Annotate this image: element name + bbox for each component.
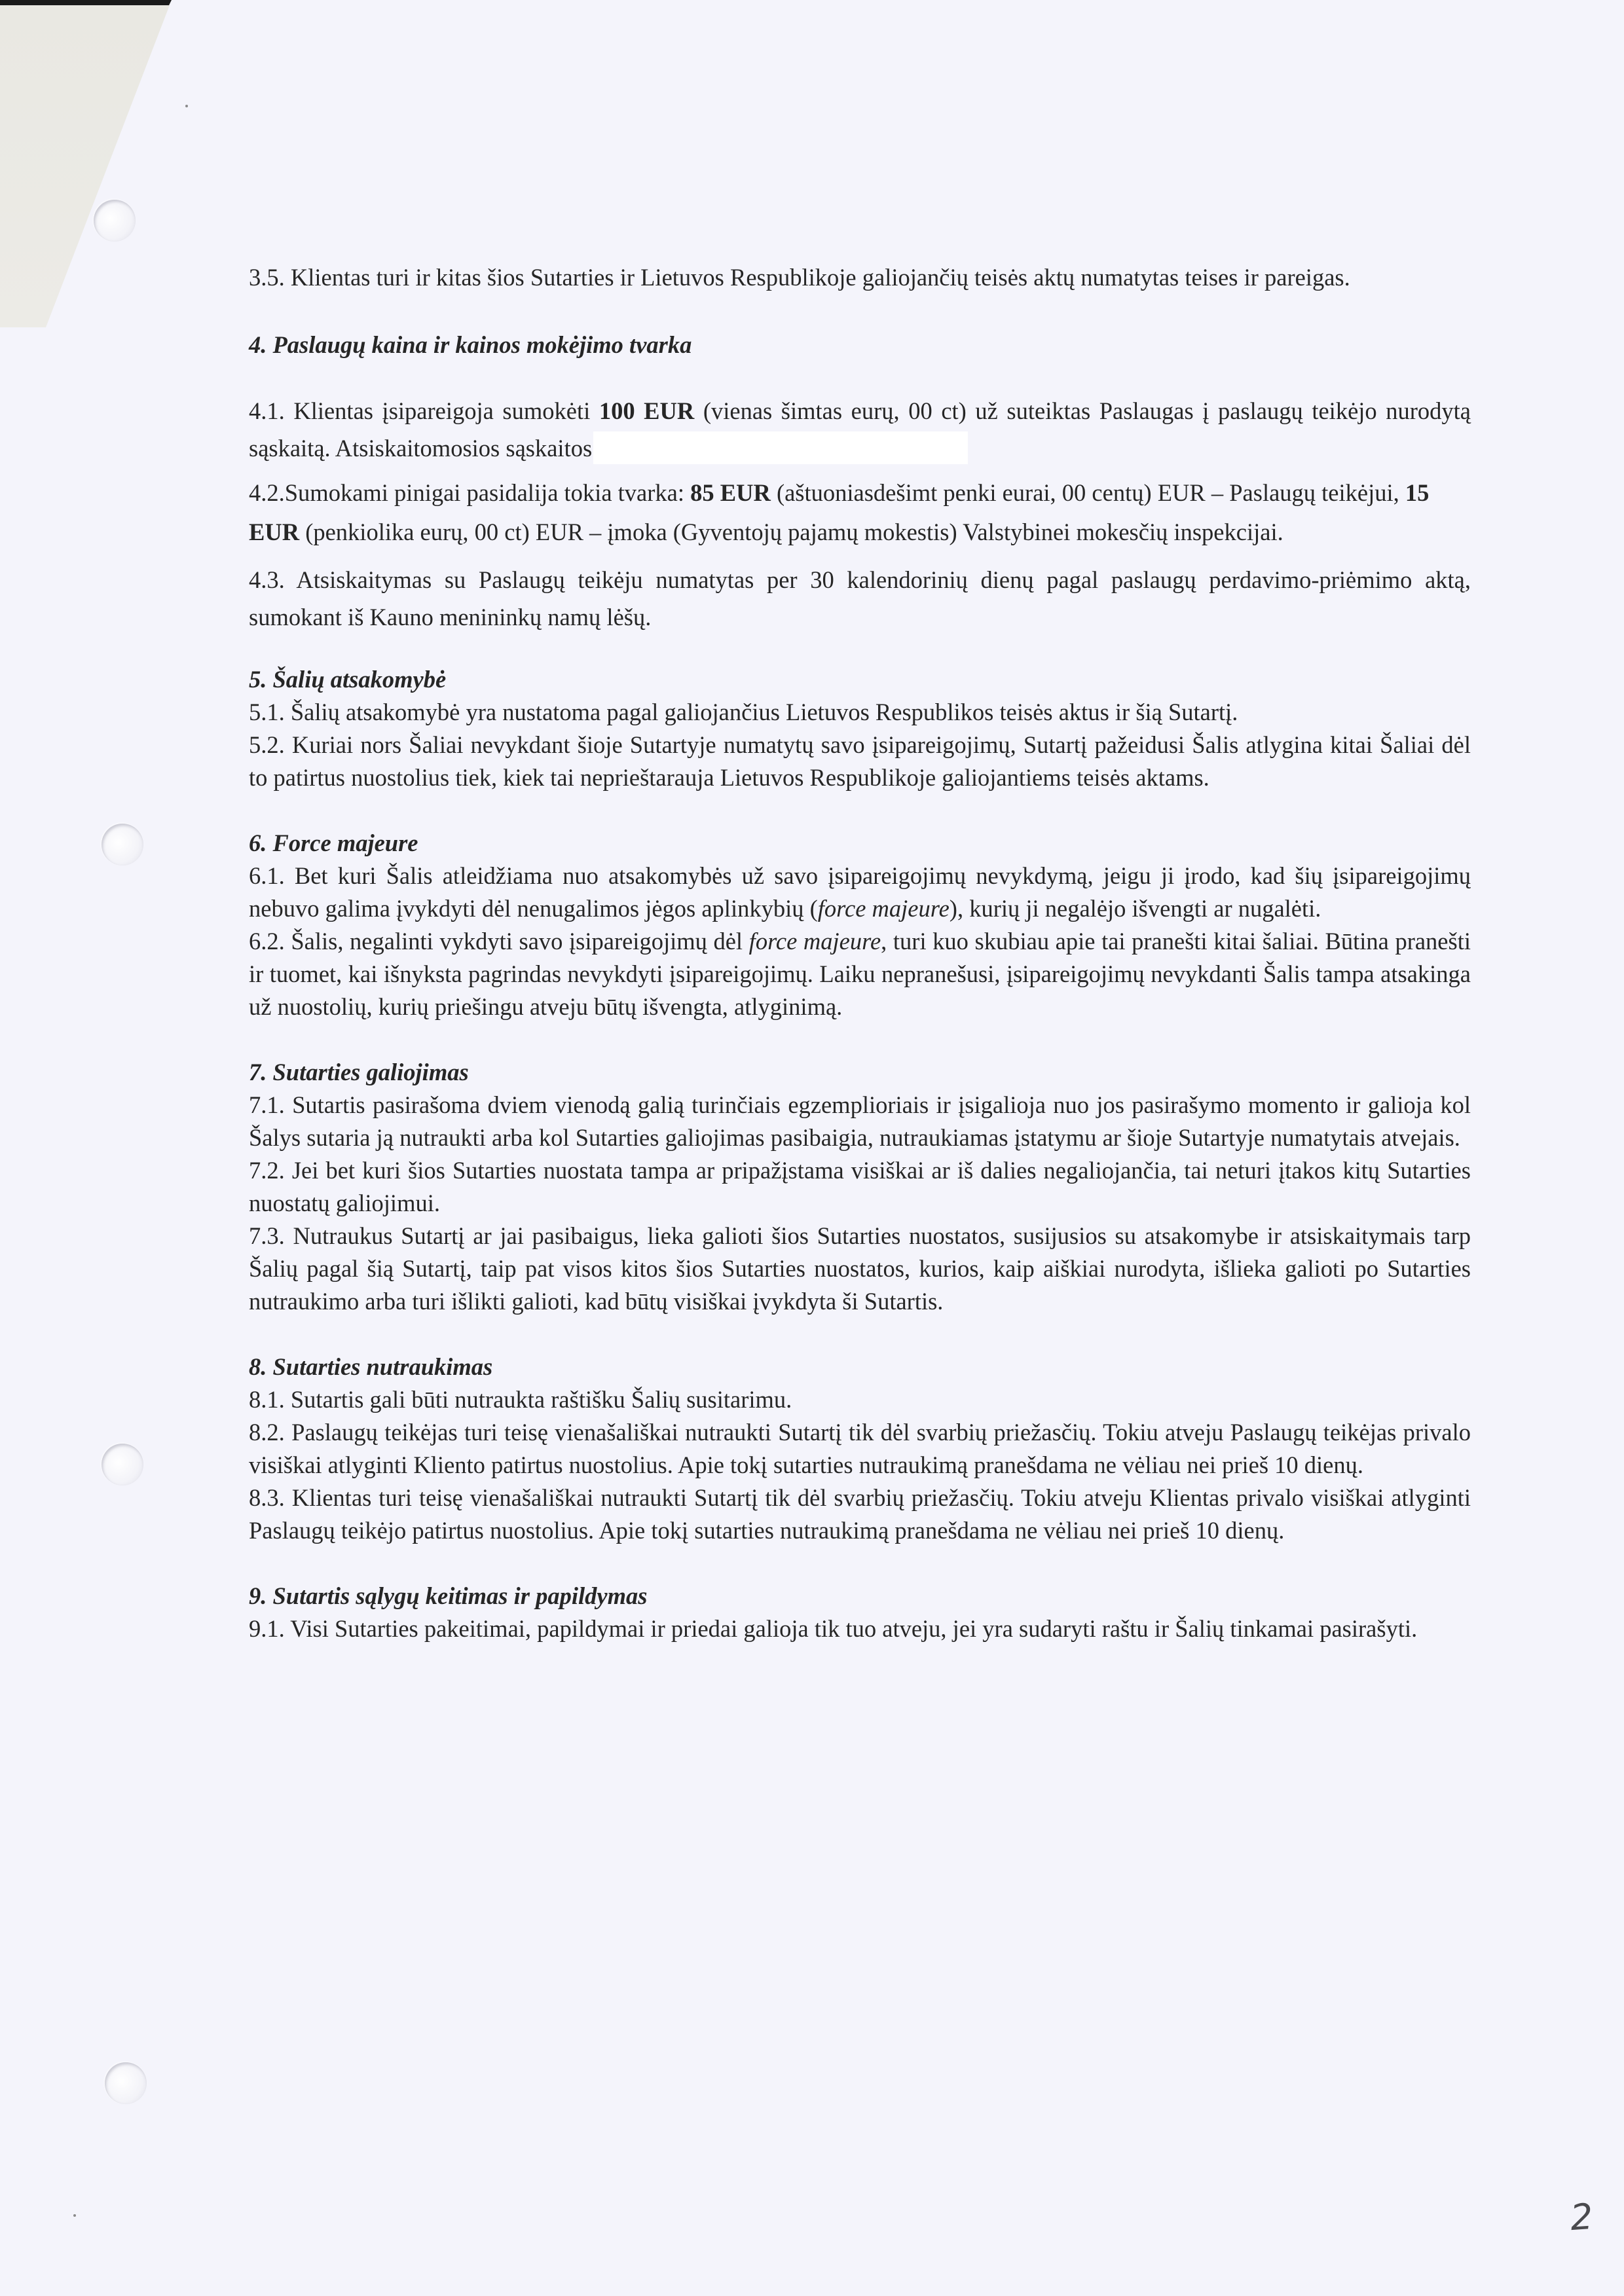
- clause-5-2: 5.2. Kuriai nors Šaliai nevykdant šioje Sutartyje numatytų savo įsipareigojimų, Sutartį pažeidusi Šalis atlygina kitai Šaliai dėl to patirtus nuostolius tiek, kiek tai neprieštarauja Lietuvos Respublikoje galiojantiems teisės aktams.: [249, 731, 1471, 791]
- punch-hole: [94, 200, 136, 242]
- section-5-heading: 5. Šalių atsakomybė: [249, 666, 447, 693]
- amount-85-eur: 85 EUR: [690, 479, 771, 506]
- section-6-heading: 6. Force majeure: [249, 829, 418, 856]
- punch-hole: [101, 1444, 143, 1485]
- clause-9-1: 9.1. Visi Sutarties pakeitimai, papildymai ir priedai galioja tik tuo atveju, jei yra sudaryti raštu ir Šalių tinkamai pasirašyti.: [249, 1615, 1418, 1642]
- handwritten-page-number: 2: [1568, 2195, 1595, 2239]
- clause-8-3: 8.3. Klientas turi teisę vienašališkai nutraukti Sutartį tik dėl svarbių priežasčių. Tokiu atveju Klientas privalo visiškai atlyginti Paslaugų teikėjo patirtus nuostolius. Apie tokį sutarties nutraukimą pranešdama ne vėliau nei prieš 10 dienų.: [249, 1484, 1471, 1544]
- clause-text: 4.2.Sumokami pinigai pasidalija tokia tvarka:: [249, 479, 691, 506]
- clause-7-1: 7.1. Sutartis pasirašoma dviem vienodą galią turinčiais egzemplioriais ir įsigalioja nuo jos pasirašymo momento ir galioja kol Šalys sutaria ją nutraukti arba kol Sutarties galiojimas pasibaigia, nutraukiamas įstatymu ar šioje Sutartyje numatytais atvejais.: [249, 1091, 1471, 1151]
- scan-speck: [185, 105, 188, 107]
- clause-6-2: [249, 925, 1471, 1023]
- section-8-heading: 8. Sutarties nutraukimas: [249, 1353, 493, 1380]
- clause-3-5: 3.5. Klientas turi ir kitas šios Sutarties ir Lietuvos Respublikoje galiojančių teisės aktų numatytas teises ir pareigas.: [249, 264, 1350, 291]
- clause-text: (aštuoniasdešimt penki eurai, 00 centų) EUR – Paslaugų teikėjui,: [770, 479, 1405, 506]
- clause-8-2: 8.2. Paslaugų teikėjas turi teisę vienašališkai nutraukti Sutartį tik dėl svarbių priežasčių. Tokiu atveju Paslaugų teikėjas privalo visiškai atlyginti Kliento patirtus nuostolius. Apie tokį sutarties nutraukimą pranešdama ne vėliau nei prieš 10 dienų.: [249, 1419, 1471, 1478]
- clause-text: 4.1. Klientas įsipareigoja sumokėti: [249, 397, 599, 424]
- clause-text: 6.1. Bet kuri Šalis atleidžiama nuo atsakomybės už savo įsipareigojimų nevykdymą, jeigu ji įrodo, kad šių įsipareigojimų nebuvo galima įvykdyti dėl nenugalimos jėgos aplinkybių (: [249, 862, 1471, 922]
- clause-5-1: 5.1. Šalių atsakomybė yra nustatoma pagal galiojančius Lietuvos Respublikos teisės aktus ir šią Sutartį.: [249, 699, 1238, 725]
- section-4-heading: 4. Paslaugų kaina ir kainos mokėjimo tvarka: [249, 331, 692, 358]
- scanner-edge: [0, 0, 172, 5]
- clause-8-1: 8.1. Sutartis gali būti nutraukta raštišku Šalių susitarimu.: [249, 1386, 792, 1413]
- clause-text: (vienas šimtas eurų, 00 ct) už suteiktas Paslaugas į paslaugų teikėjo nurodytą sąskaitą. Atsiskaitomosios sąskaitos: [249, 397, 1471, 462]
- clause-6-1: [249, 860, 1471, 925]
- clause-text: (penkiolika eurų, 00 ct) EUR – įmoka (Gyventojų pajamų mokestis) Valstybinei mokesčių inspekcijai.: [299, 519, 1283, 545]
- amount-100-eur: 100 EUR: [599, 397, 695, 424]
- redacted-account-number: [593, 431, 968, 464]
- clause-text: , turi kuo skubiau apie tai pranešti kitai šaliai. Būtina pranešti ir tuomet, kai išnyksta pagrindas nevykdyti įsipareigojimų. Laiku nepranešusi, įsipareigojimų nevykdanti Šalis tampa atsakinga už nuostolių, kurių priešingu atveju būtų išvengta, atlyginimą.: [249, 928, 1471, 1020]
- clause-text: ), kurių ji negalėjo išvengti ar nugalėti.: [949, 895, 1321, 922]
- punch-hole: [101, 824, 143, 866]
- scanner-background-corner: [0, 0, 170, 327]
- force-majeure-term: force majeure: [817, 895, 950, 922]
- clause-4-2: [249, 473, 1471, 552]
- clause-7-3: 7.3. Nutraukus Sutartį ar jai pasibaigus, lieka galioti šios Sutarties nuostatos, susijusios su atsakomybe ir atsiskaitymais tarp Šalių pagal šią Sutartį, taip pat visos kitos šios Sutarties nuostatos, kurios, kaip aiškiai nurodyta, išlieka galioti po Sutarties nutraukimo arba turi išlikti galioti, kad būtų visiškai įvykdyta ši Sutartis.: [249, 1222, 1471, 1315]
- clause-text: 6.2. Šalis, negalinti vykdyti savo įsipareigojimų dėl: [249, 928, 749, 955]
- clause-4-3: 4.3. Atsiskaitymas su Paslaugų teikėju numatytas per 30 kalendorinių dienų pagal paslaugų perdavimo-priėmimo aktą, sumokant iš Kauno menininkų namų lėšų.: [249, 566, 1471, 630]
- punch-hole: [105, 2062, 147, 2104]
- section-7-heading: 7. Sutarties galiojimas: [249, 1059, 469, 1085]
- document-body: [249, 259, 1471, 1645]
- clause-7-2: 7.2. Jei bet kuri šios Sutarties nuostata tampa ar pripažįstama visiškai ar iš dalies negaliojančia, tai neturi įtakos kitų Sutarties nuostatų galiojimui.: [249, 1157, 1471, 1216]
- scan-speck: [73, 2214, 76, 2217]
- section-9-heading: 9. Sutartis sąlygų keitimas ir papildymas: [249, 1582, 648, 1609]
- clause-4-1: [249, 392, 1471, 467]
- force-majeure-term: force majeure: [748, 928, 881, 955]
- amount-15-eur: 15 EUR: [249, 479, 1430, 545]
